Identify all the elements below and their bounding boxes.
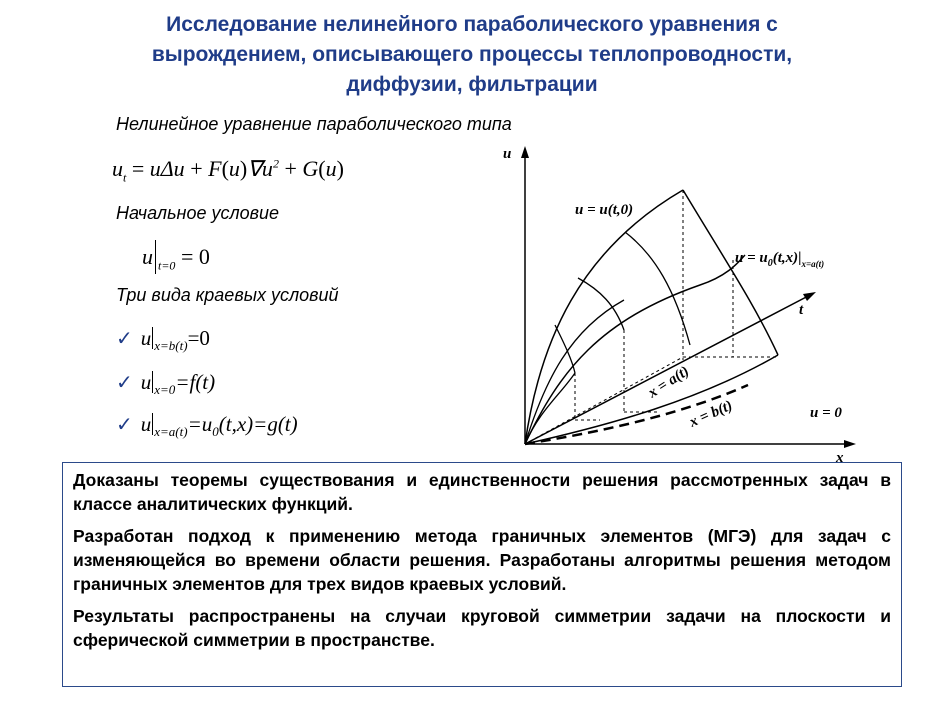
axis-x-label: x: [836, 450, 844, 466]
equation-label: Нелинейное уравнение параболического типа: [116, 114, 512, 134]
result-paragraph-1: Доказаны теоремы существования и единственности решения рассмотренных задач в классе аналитических функций.: [73, 470, 891, 514]
t-axis: [525, 294, 812, 444]
nonlinear-equation: $u_t = u\Delta u + F(u)\nabla u^2 + G(u)$: [112, 156, 344, 185]
boundary-condition-2: ✓ u $_{x=0}$=f(t): [116, 370, 216, 398]
results-box: [62, 462, 902, 687]
boundary-condition-3: ✓ u $_{x=a(t)}=u_0(t,x)=g(t)$: [116, 412, 298, 440]
checkmark-icon: ✓: [116, 412, 133, 436]
title-line-1: Исследование нелинейного параболического уравнения с: [166, 13, 778, 36]
label-x-at: x = a(t): [645, 363, 693, 402]
x-axis-arrow: [844, 440, 856, 448]
label-x-bt: x = b(t): [687, 397, 735, 431]
checkmark-icon: ✓: [116, 326, 133, 350]
axis-t-label: t: [799, 302, 804, 318]
label-u-zero: u = 0: [810, 405, 842, 421]
curve-cross-2: [625, 232, 690, 345]
result-paragraph-3: Результаты распространены на случаи круговой симметрии задачи на плоскости и сферической симметрии в пространстве.: [73, 606, 891, 650]
initial-condition-formula: u $_{t=0}$ = 0: [142, 240, 210, 274]
label-u-t0: u = u(t,0): [575, 202, 634, 218]
title-line-3: диффузии, фильтрации: [346, 73, 598, 96]
curve-x-bt: [525, 355, 778, 444]
label-u0: $u = u_0(t,x)|_{x=a(t)}$: [735, 250, 825, 269]
t-axis-arrow: [803, 292, 816, 301]
axis-u-label: u: [503, 146, 512, 162]
boundary-conditions-label: Три вида краевых условий: [116, 285, 339, 305]
initial-condition-label: Начальное условие: [116, 203, 280, 223]
curve-u0-edge: [683, 190, 778, 355]
checkmark-icon: ✓: [116, 370, 133, 394]
u-axis-arrow: [521, 146, 529, 158]
boundary-condition-1: ✓ u $_{x=b(t)}$=0: [116, 326, 210, 354]
result-paragraph-2: Разработан подход к применению метода граничных элементов (МГЭ) для задач с изменяющейся во времени области решения. Разработаны алгоритмы решения методом граничных элементов для трех видов краевых условий.: [73, 526, 891, 594]
title-line-2: вырождением, описывающего процессы теплопроводности,: [151, 43, 793, 66]
